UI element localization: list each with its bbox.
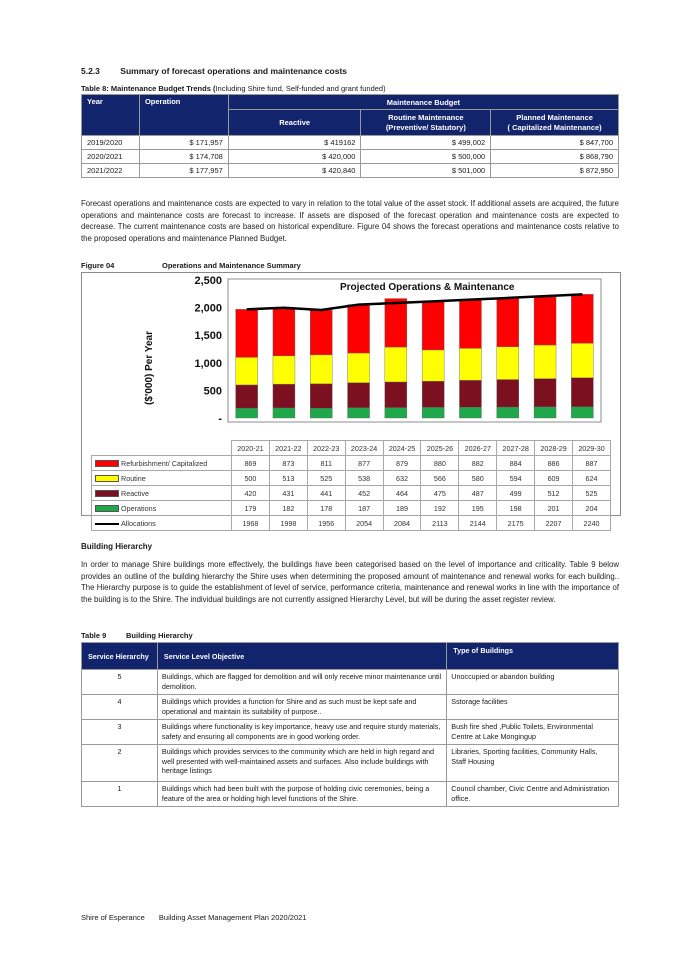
data-label: 204 <box>573 501 611 516</box>
data-label: 431 <box>269 486 307 501</box>
bar-segment-reactive <box>571 378 593 407</box>
data-label: 192 <box>421 501 459 516</box>
figure-caption <box>81 261 301 270</box>
legend-entry <box>92 456 232 471</box>
bar-segment-refurbishment-capitalized <box>236 309 258 357</box>
data-label: 880 <box>421 456 459 471</box>
legend-label: Reactive <box>121 488 149 498</box>
data-label: 500 <box>232 471 270 486</box>
y-tick-label: 1,500 <box>194 330 222 343</box>
bar-segment-reactive <box>422 381 444 407</box>
x-tick-label: 2024-25 <box>383 441 421 456</box>
legend-entry <box>92 486 232 501</box>
section-heading <box>81 66 347 76</box>
table8-caption-note: Including Shire fund, Self-funded and grant funded) <box>215 84 386 93</box>
chart-y-axis-label: ($'000) Per Year <box>144 331 155 405</box>
data-label: 187 <box>345 501 383 516</box>
bar-segment-operations <box>236 408 258 418</box>
bar-segment-refurbishment-capitalized <box>348 305 370 353</box>
y-tick-label: 1,000 <box>194 357 222 370</box>
bar-segment-reactive <box>348 383 370 408</box>
data-label: 580 <box>459 471 497 486</box>
table8-caption <box>81 84 386 93</box>
data-label: 178 <box>307 501 345 516</box>
table-row <box>82 164 619 178</box>
data-label: 879 <box>383 456 421 471</box>
bar-segment-routine <box>422 350 444 381</box>
cell-planned: $ 847,700 <box>491 136 619 150</box>
table-row <box>82 695 619 720</box>
cell-routine: $ 499,002 <box>361 136 491 150</box>
y-tick-label: 2,500 <box>194 275 222 287</box>
legend-swatch <box>95 490 119 497</box>
cell-hierarchy-level: 3 <box>82 720 158 745</box>
data-label: 182 <box>269 501 307 516</box>
cell-reactive: $ 419162 <box>228 136 361 150</box>
data-label: 1956 <box>307 516 345 531</box>
cell-hierarchy-level: 2 <box>82 745 158 782</box>
data-label: 475 <box>421 486 459 501</box>
cell-building-type: Bush fire shed ,Public Toilets, Environmental Centre at Lake Mongingup <box>447 720 619 745</box>
legend-label: Operations <box>121 503 157 513</box>
cell-hierarchy-level: 4 <box>82 695 158 720</box>
forecast-paragraph: Forecast operations and maintenance costs are expected to vary in relation to the total value of the asset stock. If additional assets are acquired, the future operations and maintenance costs are forecast to increase. If assets are disposed of the forecast operation and maintenance costs are expected to decrease. The current maintenance costs are based on historical expenditure. Figure 04 shows the forecast operations and maintenance costs relative to the proposed operations and maintenance Planned Budget. <box>81 199 619 243</box>
data-label: 1968 <box>232 516 270 531</box>
maintenance-budget-table <box>81 94 619 178</box>
bar-segment-operations <box>534 407 556 418</box>
legend-swatch <box>95 475 119 482</box>
col-service-level-objective-header: Service Level Objective <box>157 643 446 670</box>
data-label: 624 <box>573 471 611 486</box>
bar-segment-refurbishment-capitalized <box>534 296 556 345</box>
data-label: 525 <box>573 486 611 501</box>
table9-title: Building Hierarchy <box>126 631 193 640</box>
chart-series-row <box>92 501 611 516</box>
x-tick-label: 2023-24 <box>345 441 383 456</box>
table-row <box>82 136 619 150</box>
col-service-hierarchy-header: Service Hierarchy <box>82 643 158 670</box>
planned-header-label: Planned Maintenance <box>516 112 593 122</box>
data-label: 2054 <box>345 516 383 531</box>
col-maintenance-budget-header: Maintenance Budget <box>228 95 618 110</box>
bar-segment-refurbishment-capitalized <box>571 294 593 343</box>
cell-objective: Buildings which had been built with the purpose of holding civic ceremonies, being a feature of the area or holding high level functions of the Shire. <box>157 782 446 807</box>
x-tick-label: 2027-28 <box>497 441 535 456</box>
cell-objective: Buildings, which are flagged for demolition and will only receive minor maintenance until demolition. <box>157 670 446 695</box>
data-label: 513 <box>269 471 307 486</box>
table-row <box>82 720 619 745</box>
col-reactive-header: Reactive <box>228 110 361 136</box>
data-label: 2144 <box>459 516 497 531</box>
bar-segment-reactive <box>310 384 332 408</box>
data-label: 2084 <box>383 516 421 531</box>
data-label: 869 <box>232 456 270 471</box>
footer-doc: Building Asset Management Plan 2020/2021 <box>158 913 307 922</box>
routine-header-sub: (Preventive/ Statutory) <box>385 122 466 132</box>
bar-segment-refurbishment-capitalized <box>497 298 519 347</box>
bar-segment-refurbishment-capitalized <box>273 308 295 356</box>
legend-swatch <box>95 460 119 467</box>
data-label: 538 <box>345 471 383 486</box>
data-label: 487 <box>459 486 497 501</box>
bar-segment-operations <box>310 408 332 418</box>
data-label: 499 <box>497 486 535 501</box>
bar-segment-routine <box>571 343 593 377</box>
data-label: 525 <box>307 471 345 486</box>
data-label: 2175 <box>497 516 535 531</box>
table-row <box>82 670 619 695</box>
col-planned-header <box>491 110 619 136</box>
x-tick-label: 2025-26 <box>421 441 459 456</box>
building-hierarchy-table <box>81 642 619 807</box>
cell-objective: Buildings which provides a function for Shire and as such must be kept safe and operational and maintain its suitability of purpose.. <box>157 695 446 720</box>
figure-label: Figure 04 <box>81 261 115 270</box>
data-label: 464 <box>383 486 421 501</box>
cell-reactive: $ 420,000 <box>228 150 361 164</box>
cell-planned: $ 872,950 <box>491 164 619 178</box>
data-label: 452 <box>345 486 383 501</box>
x-tick-label: 2026-27 <box>459 441 497 456</box>
page-footer <box>81 913 307 922</box>
data-label: 887 <box>573 456 611 471</box>
cell-building-type: Council chamber, Civic Centre and Administration office. <box>447 782 619 807</box>
bar-segment-operations <box>571 407 593 418</box>
legend-label: Allocations <box>121 518 156 528</box>
chart-series-row <box>92 486 611 501</box>
data-label: 512 <box>535 486 573 501</box>
data-label: 179 <box>232 501 270 516</box>
cell-operation: $ 171,957 <box>139 136 228 150</box>
data-label: 189 <box>383 501 421 516</box>
section-number: 5.2.3 <box>81 66 100 76</box>
data-label: 2113 <box>421 516 459 531</box>
cell-objective: Buildings where functionality is key importance, heavy use and require sturdy materials, safety and ensuring all components are in good working order. <box>157 720 446 745</box>
y-tick-label: 2,000 <box>194 302 222 315</box>
x-tick-label: 2022-23 <box>307 441 345 456</box>
data-label: 420 <box>232 486 270 501</box>
section-title: Summary of forecast operations and maintenance costs <box>120 66 348 76</box>
cell-hierarchy-level: 5 <box>82 670 158 695</box>
bar-segment-operations <box>385 408 407 418</box>
x-tick-label: 2021-22 <box>269 441 307 456</box>
bar-segment-reactive <box>459 380 481 407</box>
cell-operation: $ 174,708 <box>139 150 228 164</box>
figure-title: Operations and Maintenance Summary <box>162 261 301 270</box>
cell-building-type: Unoccupied or abandon building <box>447 670 619 695</box>
bar-segment-reactive <box>236 385 258 408</box>
chart-category-row <box>92 441 611 456</box>
bar-segment-routine <box>273 356 295 384</box>
x-tick-label: 2028-29 <box>535 441 573 456</box>
cell-operation: $ 177,957 <box>139 164 228 178</box>
chart-container <box>81 272 621 528</box>
bar-segment-operations <box>348 408 370 418</box>
footer-org: Shire of Esperance <box>81 913 145 922</box>
bar-segment-routine <box>534 345 556 379</box>
data-label: 594 <box>497 471 535 486</box>
cell-routine: $ 501,000 <box>361 164 491 178</box>
bar-segment-operations <box>422 407 444 418</box>
bar-segment-operations <box>273 408 295 418</box>
legend-entry <box>92 471 232 486</box>
data-label: 201 <box>535 501 573 516</box>
data-label: 2207 <box>535 516 573 531</box>
planned-header-sub: ( Capitalized Maintenance) <box>507 122 602 132</box>
data-label: 195 <box>459 501 497 516</box>
legend-label: Routine <box>121 473 146 483</box>
legend-swatch <box>95 523 119 525</box>
bar-segment-reactive <box>273 384 295 408</box>
cell-year: 2020/2021 <box>82 150 140 164</box>
data-label: 2240 <box>573 516 611 531</box>
cell-routine: $ 500,000 <box>361 150 491 164</box>
chart-series-row <box>92 456 611 471</box>
x-tick-label: 2029-30 <box>573 441 611 456</box>
cell-building-type: Libraries, Sporting facilities, Community Halls, Staff Housing <box>447 745 619 782</box>
bar-segment-refurbishment-capitalized <box>459 300 481 349</box>
bar-segment-operations <box>497 407 519 418</box>
data-label: 632 <box>383 471 421 486</box>
bar-segment-reactive <box>497 380 519 408</box>
bar-segment-reactive <box>534 379 556 407</box>
cell-year: 2019/2020 <box>82 136 140 150</box>
cell-reactive: $ 420,840 <box>228 164 361 178</box>
building-hierarchy-paragraph: In order to manage Shire buildings more effectively, the buildings have been categorised based on the level of importance and criticality. Table 9 below provides an outline of the building hierarchy the Shire uses when determining the proposed amount of maintenance and renewal works for each building.. The Hierarchy purpose is to guide the establishment of level of service, performance criteria, maintenance and renewal works in line with the importance of the building is to the Shire. The individual buildings are not currently assigned Hierarchy Level, but will be during the asset register review. <box>81 560 619 604</box>
data-label: 566 <box>421 471 459 486</box>
cell-objective: Buildings which provides services to the community which are held in high regard and well presented with well-maintained assets and surfaces. Also include buildings with heritage listings <box>157 745 446 782</box>
cell-building-type: Sstorage facilities <box>447 695 619 720</box>
data-label: 609 <box>535 471 573 486</box>
cell-hierarchy-level: 1 <box>82 782 158 807</box>
col-operation-header: Operation <box>139 95 228 136</box>
building-hierarchy-heading: Building Hierarchy <box>81 542 153 551</box>
chart-data-table <box>91 440 611 531</box>
x-tick-label: 2020-21 <box>232 441 270 456</box>
chart-title: Projected Operations & Maintenance <box>340 282 515 293</box>
col-year-header: Year <box>82 95 140 136</box>
data-label: 873 <box>269 456 307 471</box>
chart-series-row <box>92 516 611 531</box>
routine-header-label: Routine Maintenance <box>388 112 464 122</box>
bar-segment-routine <box>497 347 519 380</box>
bar-segment-refurbishment-capitalized <box>310 310 332 355</box>
bar-segment-refurbishment-capitalized <box>422 301 444 350</box>
legend-entry <box>92 516 232 531</box>
data-label: 882 <box>459 456 497 471</box>
table-row <box>82 150 619 164</box>
table9-label: Table 9 <box>81 631 107 640</box>
data-label: 886 <box>535 456 573 471</box>
bar-segment-routine <box>236 357 258 385</box>
data-label: 884 <box>497 456 535 471</box>
bar-segment-routine <box>348 353 370 383</box>
data-label: 441 <box>307 486 345 501</box>
bar-segment-operations <box>459 407 481 418</box>
cell-year: 2021/2022 <box>82 164 140 178</box>
data-label: 877 <box>345 456 383 471</box>
table9-caption <box>81 631 193 640</box>
y-tick-label: 500 <box>203 385 222 398</box>
cell-planned: $ 868,790 <box>491 150 619 164</box>
chart-series-row <box>92 471 611 486</box>
bar-segment-routine <box>459 348 481 380</box>
col-type-of-buildings-header: Type of Buildings <box>447 643 619 670</box>
legend-swatch <box>95 505 119 512</box>
legend-entry <box>92 501 232 516</box>
data-label: 198 <box>497 501 535 516</box>
col-routine-header <box>361 110 491 136</box>
data-label: 811 <box>307 456 345 471</box>
legend-label: Refurbishment/ Capitalized <box>121 458 208 468</box>
y-tick-label: - <box>218 413 222 425</box>
table-row <box>82 782 619 807</box>
table-row <box>82 745 619 782</box>
data-label: 1998 <box>269 516 307 531</box>
chart-table-corner <box>92 441 232 456</box>
bar-segment-routine <box>385 347 407 382</box>
bar-segment-refurbishment-capitalized <box>385 299 407 348</box>
bar-segment-reactive <box>385 382 407 408</box>
bar-segment-routine <box>310 355 332 384</box>
table8-caption-label: Table 8: Maintenance Budget Trends ( <box>81 84 216 93</box>
